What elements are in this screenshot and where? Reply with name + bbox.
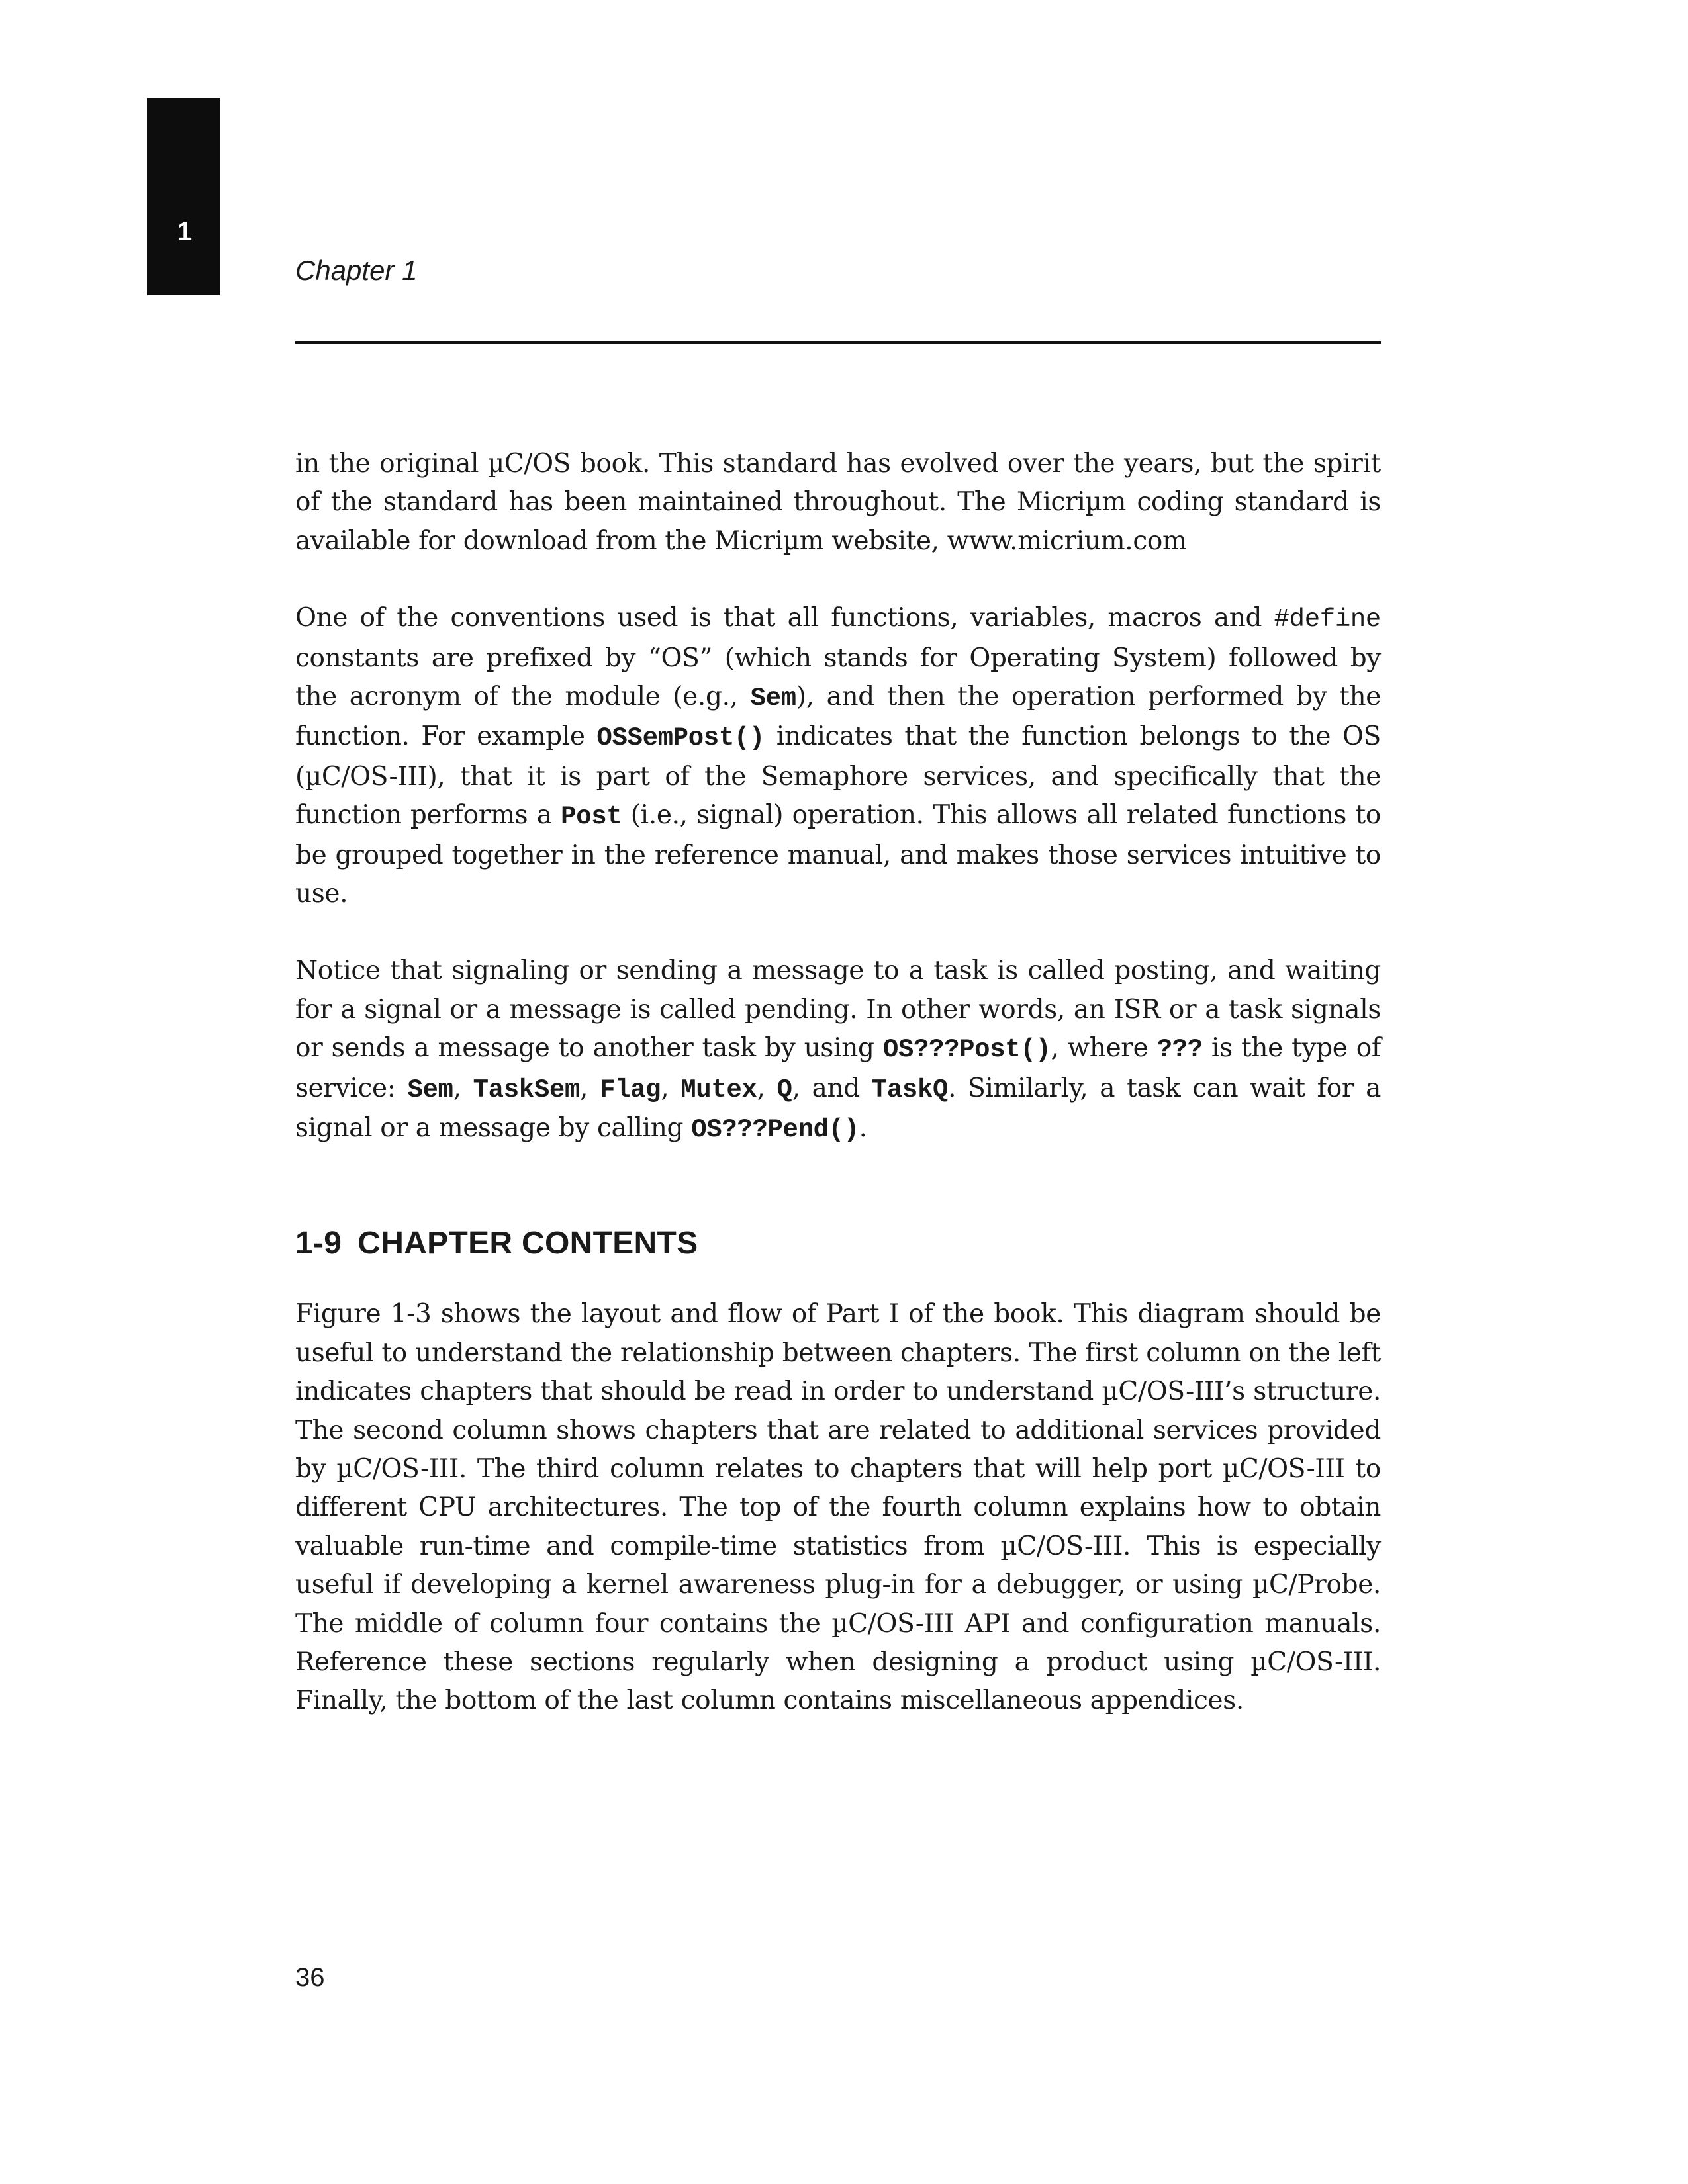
code-os-pend: OS???Pend() <box>691 1115 859 1145</box>
chapter-tab-number: 1 <box>177 217 193 246</box>
page-body <box>295 445 1381 1721</box>
text-run: is the type of service: <box>295 1033 1381 1103</box>
paragraph-coding-standard: in the original µC/OS book. This standard has evolved over the years, but the spirit of the standard has been maintained throughout. The Micriµm coding standard is available for download from the Micriµm website, www.micrium.com <box>295 449 1381 556</box>
section-title: CHAPTER CONTENTS <box>357 1225 698 1261</box>
code-q: Q <box>776 1075 792 1105</box>
code-mutex: Mutex <box>680 1075 757 1105</box>
paragraph-chapter-contents: Figure 1-3 shows the layout and flow of Part I of the book. This diagram should be useful to understand the relationship between chapters. The first column on the left indicates chapters that should be read in order to understand µC/OS-III’s structure. The second column shows chapters that are related to additional services provided by µC/OS-III. The third column relates to chapters that will help port µC/OS-III to different CPU architectures. The top of the fourth column explains how to obtain valuable run-time and compile-time statistics from µC/OS-III. This is especially useful if developing a kernel awareness plug-in for a debugger, or using µC/Probe. The middle of column four contains the µC/OS-III API and configuration manuals. Reference these sections regularly when designing a product using µC/OS-III. Finally, the bottom of the last column contains miscellaneous appendices. <box>295 1299 1381 1716</box>
section-heading <box>295 1226 1381 1261</box>
section-number: 1-9 <box>295 1225 342 1261</box>
code-sem: Sem <box>750 684 796 713</box>
text-run: . <box>859 1113 867 1144</box>
text-run: Notice that signaling or sending a message to a task is called posting, and waiting for a signal or a message is called pending. In other words, an ISR or a task signals or sends a message to another task by using <box>295 956 1381 1064</box>
code-taskq: TaskQ <box>871 1075 949 1105</box>
text-run: (i.e., signal) operation. This allows all related functions to be grouped together in the reference manual, and makes those services intuitive to use. <box>295 800 1381 909</box>
code-qqq: ??? <box>1156 1035 1203 1065</box>
text-run: , and <box>792 1073 872 1103</box>
chapter-thumb-tab <box>147 98 220 295</box>
text-run: , <box>757 1073 777 1103</box>
code-os-post: OS???Post() <box>882 1035 1051 1065</box>
text-run: , <box>580 1073 600 1103</box>
code-ossempost: OSSemPost() <box>596 723 765 753</box>
text-run: , where <box>1051 1033 1157 1064</box>
code-post: Post <box>561 802 622 832</box>
text-run: , <box>453 1073 473 1103</box>
code-sem: Sem <box>407 1075 453 1105</box>
text-run: ), and then the operation performed by the function. For example <box>295 682 1381 752</box>
text-run: indicates that the function belongs to the OS (µC/OS-III), that it is part of the Semaphore services, and specifically that the function performs a <box>295 721 1381 831</box>
text-run: One of the conventions used is that all functions, variables, macros and <box>295 603 1274 633</box>
text-run: constants are prefixed by “OS” (which stands for Operating System) followed by the acronym of the module (e.g., <box>295 643 1381 712</box>
page-number: 36 <box>295 1963 325 1992</box>
code-flag: Flag <box>600 1075 661 1105</box>
running-head: Chapter 1 <box>295 255 418 286</box>
text-run: . Similarly, a task can wait for a signal or a message by calling <box>295 1073 1381 1144</box>
text-run: , <box>661 1073 681 1103</box>
paragraph-naming-conventions <box>295 599 1381 913</box>
code-define: #define <box>1274 605 1381 635</box>
header-rule <box>295 341 1381 344</box>
code-tasksem: TaskSem <box>473 1075 581 1105</box>
paragraph-posting-pending <box>295 952 1381 1149</box>
